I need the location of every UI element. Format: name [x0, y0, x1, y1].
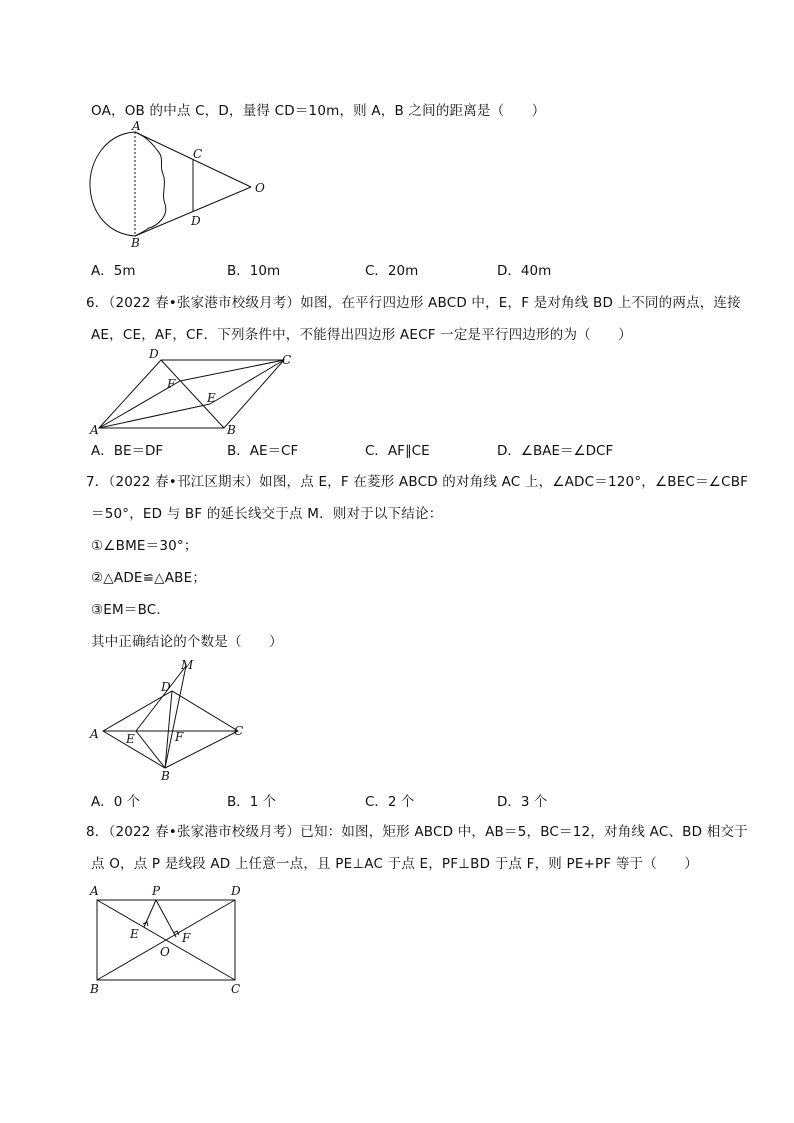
q7-conclusion-1: ①∠BME＝30°；	[91, 538, 198, 554]
q5-label-D: D	[191, 214, 201, 228]
q6-stem-line2: AE，CE，AF，CF．下列条件中，不能得出四边形 AECF 一定是平行四边形的为（ ）	[91, 327, 632, 343]
q8-label-F: F	[182, 931, 191, 945]
q7-stem-line2: ＝50°，ED 与 BF 的延长线交于点 M．则对于以下结论：	[91, 506, 443, 522]
q6-option-a[interactable]: A．BE＝DF	[91, 443, 164, 459]
q7-label-M: M	[181, 658, 194, 672]
q5-label-O: O	[255, 181, 265, 195]
q7-conclusion-3: ③EM＝BC．	[91, 602, 171, 618]
q6-parallelogram	[99, 360, 284, 428]
q8-segment-PF	[156, 900, 176, 937]
q5-pond-right-edge	[135, 132, 166, 236]
q7-ask: 其中正确结论的个数是（ ）	[91, 634, 283, 650]
q7-conclusion-2: ②△ADE≌△ABE；	[91, 570, 207, 586]
q5-label-A: A	[132, 119, 141, 133]
q6-segment-AE	[99, 404, 210, 428]
q8-label-A: A	[90, 884, 99, 898]
q8-label-P: P	[152, 884, 161, 898]
q8-label-C: C	[231, 982, 241, 996]
q6-option-d[interactable]: D．∠BAE＝∠DCF	[497, 443, 614, 459]
q5-pond-left-arc	[90, 132, 135, 236]
q5-label-B: B	[131, 236, 140, 250]
q7-label-A: A	[90, 727, 99, 741]
q5-figure	[85, 119, 275, 252]
q7-label-E: E	[126, 732, 135, 746]
q6-label-A: A	[90, 423, 99, 437]
q7-label-F: F	[175, 730, 184, 744]
q7-option-b[interactable]: B．1 个	[227, 794, 277, 810]
q8-label-B: B	[90, 982, 99, 996]
q5-option-b[interactable]: B．10m	[227, 263, 281, 279]
q6-option-b[interactable]: B．AE＝CF	[227, 443, 299, 459]
q8-label-E: E	[130, 927, 139, 941]
q8-figure	[86, 880, 256, 1000]
q7-figure	[88, 656, 258, 786]
q5-label-C: C	[193, 147, 203, 161]
q5-option-a[interactable]: A．5m	[91, 263, 136, 279]
q8-label-D: D	[231, 884, 241, 898]
q5-stem-tail: OA，OB 的中点 C，D，量得 CD＝10m，则 A，B 之间的距离是（ ）	[91, 103, 546, 119]
q7-label-B: B	[161, 769, 170, 783]
q6-option-c[interactable]: C．AF∥CE	[365, 443, 430, 459]
q6-segment-CE	[210, 360, 284, 404]
q7-label-C: C	[234, 724, 244, 738]
q7-diagonal-BD	[165, 691, 172, 768]
q7-segment-EB	[136, 731, 165, 768]
q7-option-d[interactable]: D．3 个	[497, 794, 548, 810]
q5-option-d[interactable]: D．40m	[497, 263, 552, 279]
q7-option-c[interactable]: C．2 个	[365, 794, 415, 810]
q8-stem-line1: 8．（2022 春•张家港市校级月考）已知：如图，矩形 ABCD 中，AB＝5，BC＝12，对角线 AC、BD 相交于	[86, 824, 748, 840]
q6-label-C: C	[282, 353, 292, 367]
q7-segment-EM	[136, 666, 186, 731]
q7-stem-line1: 7．（2022 春•邗江区期末）如图，点 E，F 在菱形 ABCD 的对角线 AC 上，∠ADC＝120°，∠BEC＝∠CBF	[86, 474, 749, 490]
q5-option-c[interactable]: C．20m	[365, 263, 419, 279]
q6-label-B: B	[227, 423, 236, 437]
q7-label-D: D	[161, 680, 171, 694]
q6-figure	[86, 344, 306, 436]
q6-stem-line1: 6．（2022 春•张家港市校级月考）如图，在平行四边形 ABCD 中，E，F 是对角线 BD 上不同的两点，连接	[86, 295, 741, 311]
q6-label-E: E	[207, 391, 216, 405]
q6-label-F: F	[167, 377, 176, 391]
q8-stem-line2: 点 O，点 P 是线段 AD 上任意一点，且 PE⊥AC 于点 E，PF⊥BD 于点 F，则 PE+PF 等于（ ）	[91, 856, 699, 872]
q6-label-D: D	[149, 347, 159, 361]
q7-option-a[interactable]: A．0 个	[91, 794, 141, 810]
q8-label-O: O	[160, 945, 170, 959]
